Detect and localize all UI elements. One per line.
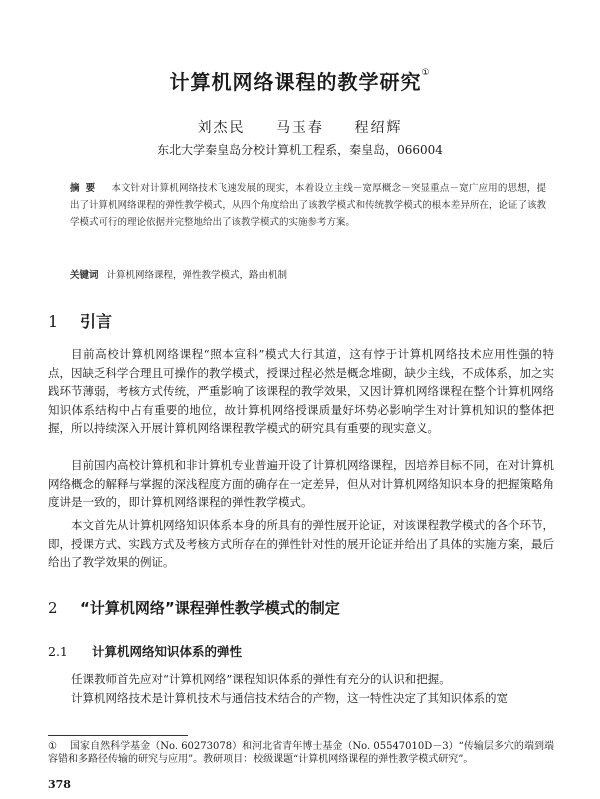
paragraph: 任课教师首先应对“计算机网络”课程知识体系的弹性有充分的认识和把握。 (71, 672, 451, 686)
paragraph: 本文首先从计算机网络知识体系本身的所具有的弹性展开论证，对该课程教学模式的各个环节，即，授课方式、实践方式及考核方式所存在的弹性针对性的展开论证并给出了具体的实施方案，最后给出了教学效果的例证。 (48, 518, 554, 569)
author: 马玉春 (276, 120, 324, 136)
author: 刘杰民 (197, 120, 246, 136)
section-title: “计算机网络”课程弹性教学模式的制定 (80, 599, 340, 617)
subsection-heading-2-1 (48, 642, 242, 660)
paragraph: 目前国内高校计算机和非计算机专业普遍开设了计算机网络课程，因培养目标不同，在对计算机网络概念的解释与掌握的深浅程度方面的确存在一定差异，但从对计算机网络知识本身的把握策略角度讲是一致的，即计算机网络课程的弹性教学模式。 (48, 458, 554, 509)
section-heading-1 (48, 309, 112, 332)
title-text: 计算机网络课程的教学研究 (169, 70, 422, 94)
footnote (48, 741, 554, 766)
paragraph: 目前高校计算机网络课程“照本宣科”模式大行其道，这有悖于计算机网络技术应用性强的特点，因缺乏科学合理且可操作的教学模式，授课过程必然是概念堆砌，缺少主线，不成体系，加之实践环节薄弱，考核方式传统，严重影响了该课程的教学效果，又因计算机网络课程在整个计算机网络知识体系结构中占有重要的地位，故计算机网络授课质量好坏势必影响学生对计算机知识的整体把握，所以持续深入开展计算机网络课程教学模式的研究具有重要的现实意义。 (48, 347, 554, 435)
subsection-number: 2.1 (48, 644, 68, 659)
affiliation: 东北大学秦皇岛分校计算机工程系，秦皇岛，066004 (157, 143, 443, 157)
keywords (70, 269, 546, 283)
page-number: 378 (48, 778, 71, 791)
paragraph: 计算机网络技术是计算机技术与通信技术结合的产物，这一特性决定了其知识体系的宽 (71, 691, 508, 705)
abstract-text: 本文针对计算机网络技术飞速发展的现实，本着设立主线－宽厚概念－突显重点－宽广应用的思想，提出了计算机网络课程的弹性教学模式，从四个角度给出了该教学模式和传统教学模式的根本差异所在，论证了该教学模式可行的理论依据并完整地给出了该教学模式的实施参考方案。 (70, 183, 546, 228)
subsection-title: 计算机网络知识体系的弹性 (92, 644, 243, 659)
footnote-text: 国家自然科学基金（No. 60273078）和河北省青年博士基金（No. 05547010D－3）“传输层多穴的端到端容错和多路径传输的研究与应用”。教研项目：校级课题“计算机网络课程的弹性教学模式研究”。 (48, 741, 554, 765)
footnote-mark: ① (48, 741, 57, 752)
section-title: 引言 (80, 312, 113, 331)
section-number: 1 (48, 312, 59, 331)
footnote-divider (48, 735, 188, 736)
paper-title (0, 66, 600, 95)
author: 程绍辉 (354, 120, 403, 136)
keywords-label: 关键词 (70, 270, 99, 281)
abstract-label: 摘要 (70, 183, 102, 194)
section-number: 2 (48, 599, 58, 617)
section-heading-2 (48, 597, 340, 618)
abstract (70, 180, 546, 231)
author-list (0, 117, 600, 137)
keywords-text: 计算机网络课程，弹性教学模式，路由机制 (106, 270, 288, 281)
title-footnote-mark: ① (421, 68, 431, 78)
